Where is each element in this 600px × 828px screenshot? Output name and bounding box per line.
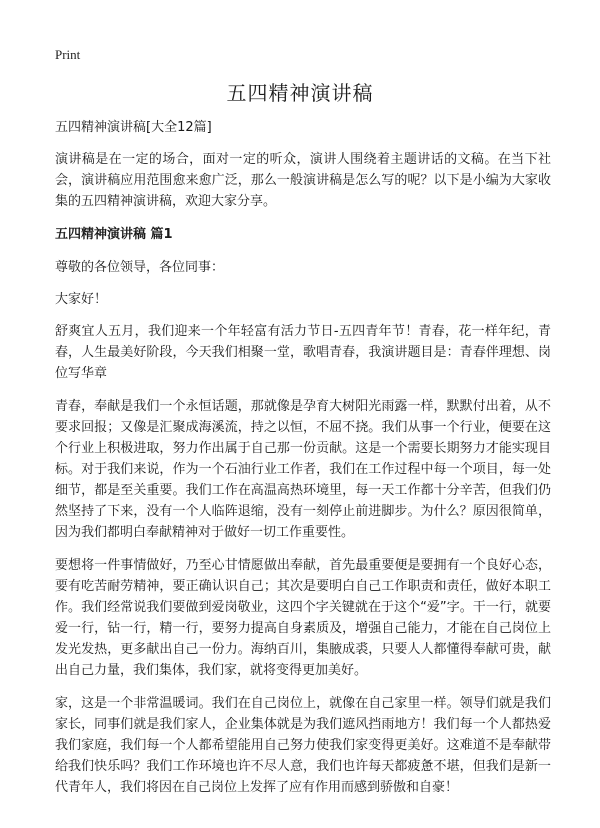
salutation-paragraph: 尊敬的各位领导，各位同事： xyxy=(55,260,225,275)
body-paragraph: 要想将一件事情做好，乃至心甘情愿做出奉献，首先最重要便是要拥有一个良好心态，要有吃苦耐劳精神，要正确认识自己；其次是要明白自己工作职责和责任，做好本职工作。我们经常说我们要做到爱岗敬业，这四个字关键就在于这个“爱”字。干一行，就要爱一行，钻一行，精一行，要努力提高自身素质及，增强自己能力，才能在自己岗位上发光发热，更多献出自己一份力。海纳百川，集腋成裘，只要人人都懂得奉献可贵，献出自己力量，我们集体，我们家，就将变得更加美好。 xyxy=(55,558,551,678)
document-subtitle: 五四精神演讲稿[大全12篇] xyxy=(55,120,212,135)
document-body xyxy=(55,117,551,810)
document-title: 五四精神演讲稿 xyxy=(226,81,374,105)
print-link[interactable]: Print xyxy=(55,47,81,62)
greeting-paragraph: 大家好！ xyxy=(55,292,108,307)
intro-paragraph: 演讲稿是在一定的场合，面对一定的听众，演讲人围绕着主题讲话的文稿。在当下社会，演讲稿应用范围愈来愈广泛，那么一般演讲稿是怎么写的呢？以下是小编为大家收集的五四精神演讲稿，欢迎大家分享。 xyxy=(55,152,551,209)
body-paragraph: 舒爽宜人五月，我们迎来一个年轻富有活力节日-五四青年节！青春，花一样年纪，青春，人生最美好阶段，今天我们相聚一堂，歌唱青春，我演讲题目是：青春伴理想、岗位写华章 xyxy=(55,324,551,381)
body-paragraph: 青春，奉献是我们一个永恒话题，那就像是孕育大树阳光雨露一样，默默付出着，从不要求回报；又像是汇聚成海溪流，持之以恒，不屈不挠。我们从事一个行业，便要在这个行业上积极进取，努力作出属于自己那一份贡献。这是一个需要长期努力才能实现目标。对于我们来说，作为一个石油行业工作者，我们在工作过程中每一个项目，每一处细节，都是至关重要。我们工作在高温高热环境里，每一天工作都十分辛苦，但我们仍然坚持了下来，没有一个人临阵退缩，没有一刻停止前进脚步。为什么？原因很简单，因为我们都明白奉献精神对于做好一切工作重要性。 xyxy=(55,399,551,540)
section-heading: 五四精神演讲稿 篇1 xyxy=(55,227,173,242)
body-paragraph: 家，这是一个非常温暖词。我们在自己岗位上，就像在自己家里一样。领导们就是我们家长，同事们就是我们家人，企业集体就是为我们遮风挡雨地方！我们每一个人都热爱我们家庭，我们每一个人都希望能用自己努力使我们家变得更美好。这难道不是奉献带给我们快乐吗？我们工作环境也许不尽人意，我们也许每天都疲惫不堪，但我们是新一代青年人，我们将因在自己岗位上发挥了应有作用而感到骄傲和自豪！ xyxy=(55,696,551,795)
